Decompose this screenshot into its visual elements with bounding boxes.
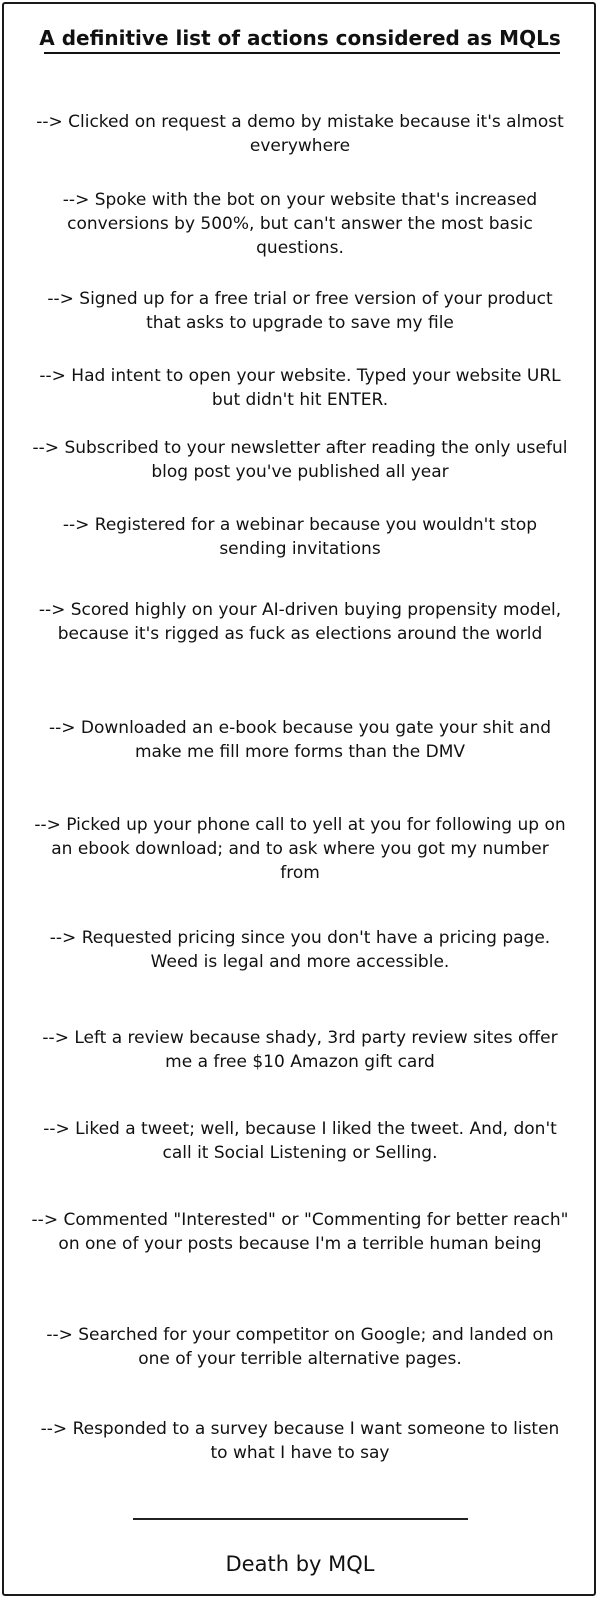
- list-item: --> Left a review because shady, 3rd party review sites offer me a free $10 Amazon gift card: [42, 1028, 558, 1072]
- list-item: --> Responded to a survey because I want someone to listen to what I have to say: [40, 1419, 560, 1463]
- list-item: --> Liked a tweet; well, because I liked the tweet. And, don't call it Social Listening or Selling.: [43, 1119, 557, 1163]
- list-item: --> Scored highly on your AI-driven buying propensity model, because it's rigged as fuck as elections around the world: [38, 600, 562, 644]
- list-item: --> Commented "Interested" or "Commenting for better reach" on one of your posts because I'm a terrible human being: [31, 1210, 569, 1254]
- list-item: --> Registered for a webinar because you wouldn't stop sending invitations: [62, 515, 538, 559]
- list-item: --> Clicked on request a demo by mistake because it's almost everywhere: [36, 112, 564, 156]
- list-item: --> Downloaded an e-book because you gate your shit and make me fill more forms than the DMV: [48, 718, 552, 762]
- list-item: --> Requested pricing since you don't have a pricing page. Weed is legal and more accessible.: [49, 928, 551, 972]
- footer-divider: [133, 1518, 468, 1520]
- footer-signature: Death by MQL: [225, 1552, 375, 1576]
- list-item: --> Searched for your competitor on Google; and landed on one of your terrible alternative pages.: [46, 1325, 554, 1369]
- page-title: [0, 26, 600, 52]
- list-item: --> Subscribed to your newsletter after reading the only useful blog post you've published all year: [32, 438, 568, 482]
- list-item: --> Picked up your phone call to yell at you for following up on an ebook download; and to ask where you got my number from: [34, 815, 566, 883]
- page-title-text: A definitive list of actions considered as MQLs: [39, 26, 561, 50]
- title-underline: [44, 52, 560, 54]
- list-item: --> Had intent to open your website. Typed your website URL but didn't hit ENTER.: [39, 366, 561, 410]
- list-item: --> Signed up for a free trial or free version of your product that asks to upgrade to save my file: [47, 289, 553, 333]
- list-item: --> Spoke with the bot on your website that's increased conversions by 500%, but can't answer the most basic questions.: [62, 190, 538, 258]
